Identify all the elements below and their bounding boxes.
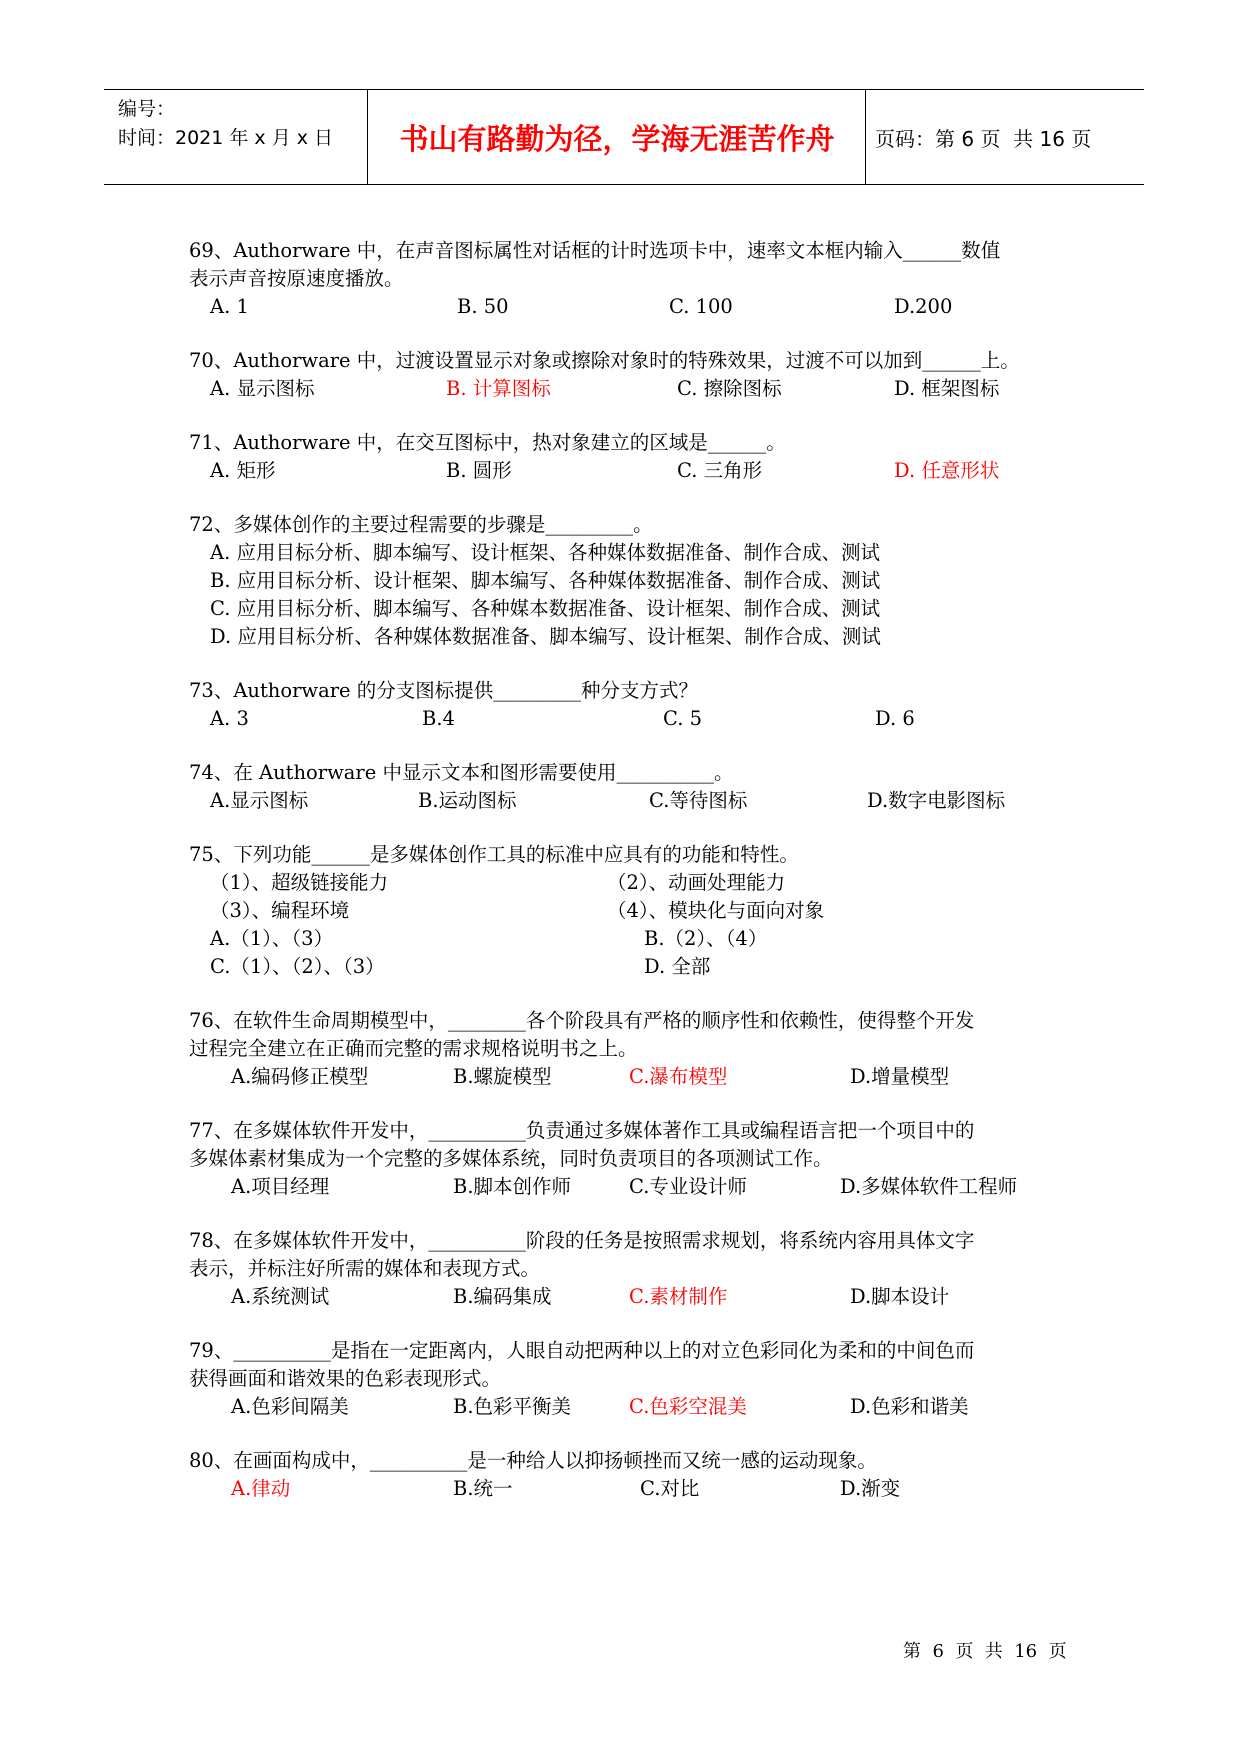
question-stem: 76、在软件生命周期模型中，________各个阶段具有严格的顺序性和依赖性，使得整个开发: [189, 1009, 975, 1032]
option-c-answer: C.色彩空混美: [629, 1395, 747, 1418]
option-d-answer: D. 任意形状: [894, 459, 1000, 482]
option-c: C. 三角形: [677, 459, 763, 482]
feature-1: （1）、超级链接能力: [210, 871, 389, 894]
option-d: D. 全部: [644, 955, 711, 978]
option-a: A. 3: [210, 707, 249, 730]
option-c-answer: C.瀑布模型: [629, 1065, 728, 1088]
page-code: 页码：第 6 页 共 16 页: [875, 126, 1092, 151]
question-70: [189, 347, 1069, 403]
option-c: C.对比: [640, 1477, 700, 1500]
question-71: [189, 429, 1069, 485]
option-d: D. 6: [875, 707, 915, 730]
option-b: B.脚本创作师: [453, 1175, 572, 1198]
option-a: A. 1: [210, 295, 249, 318]
options-row: [189, 925, 1069, 953]
options-row: [189, 1393, 1069, 1421]
option-b: B. 圆形: [446, 459, 512, 482]
options-row: [189, 705, 1069, 733]
option-a: A.（1）、（3）: [210, 927, 334, 950]
header-divider-left: [367, 90, 368, 184]
question-79: [189, 1337, 1069, 1421]
question-stem: 表示，并标注好所需的媒体和表现方式。: [189, 1257, 541, 1280]
page-number-footer: 第 6 页 共 16 页: [903, 1641, 1067, 1662]
question-69: [189, 237, 1069, 321]
option-a: A. 矩形: [210, 459, 276, 482]
option-b: B.运动图标: [418, 789, 517, 812]
question-stem: 79、__________是指在一定距离内，人眼自动把两种以上的对立色彩同化为柔和的中间色而: [189, 1339, 975, 1362]
option-b: B.4: [422, 707, 455, 730]
option-c: C. 擦除图标: [677, 377, 782, 400]
option-a: A.色彩间隔美: [231, 1395, 349, 1418]
feature-2: （2）、动画处理能力: [607, 871, 786, 894]
question-stem: 过程完全建立在正确而完整的需求规格说明书之上。: [189, 1037, 638, 1060]
option-c: C.等待图标: [649, 789, 748, 812]
option-b: B. 应用目标分析、设计框架、脚本编写、各种媒体数据准备、制作合成、测试: [210, 569, 881, 592]
question-77: [189, 1117, 1069, 1201]
question-stem: 表示声音按原速度播放。: [189, 267, 404, 290]
question-73: [189, 677, 1069, 733]
option-c: C.专业设计师: [629, 1175, 747, 1198]
feature-3: （3）、编程环境: [210, 899, 350, 922]
option-d: D.增量模型: [850, 1065, 950, 1088]
question-72: [189, 511, 1069, 651]
option-c: C. 100: [669, 295, 733, 318]
question-75: [189, 841, 1069, 981]
question-80: [189, 1447, 1069, 1503]
question-stem: 71、Authorware 中，在交互图标中，热对象建立的区域是______。: [189, 431, 786, 454]
option-c: C. 5: [663, 707, 703, 730]
option-d: D.200: [894, 295, 953, 318]
feature-row: [189, 897, 1069, 925]
option-d: D.色彩和谐美: [850, 1395, 969, 1418]
option-a: A.编码修正模型: [231, 1065, 369, 1088]
options-row: [189, 457, 1069, 485]
option-d: D. 框架图标: [894, 377, 1000, 400]
question-stem: 69、Authorware 中，在声音图标属性对话框的计时选项卡中，速率文本框内输入______数值: [189, 239, 1001, 262]
option-c-answer: C.素材制作: [629, 1285, 728, 1308]
option-a: A. 应用目标分析、脚本编写、设计框架、各种媒体数据准备、制作合成、测试: [210, 541, 880, 564]
feature-row: [189, 869, 1069, 897]
question-76: [189, 1007, 1069, 1091]
question-stem: 75、下列功能______是多媒体创作工具的标准中应具有的功能和特性。: [189, 843, 799, 866]
options-row: [189, 1283, 1069, 1311]
option-b: B. 50: [457, 295, 509, 318]
time-label: 时间：2021 年 x 月 x 日: [118, 127, 334, 149]
page-header: [104, 89, 1144, 185]
option-d: D. 应用目标分析、各种媒体数据准备、脚本编写、设计框架、制作合成、测试: [210, 625, 881, 648]
option-a: A.显示图标: [210, 789, 309, 812]
options-row: [189, 375, 1069, 403]
option-b-answer: B. 计算图标: [446, 377, 551, 400]
question-stem: 73、Authorware 的分支图标提供_________种分支方式？: [189, 679, 699, 702]
question-78: [189, 1227, 1069, 1311]
question-stem: 多媒体素材集成为一个完整的多媒体系统，同时负责项目的各项测试工作。: [189, 1147, 833, 1170]
question-stem: 77、在多媒体软件开发中，__________负责通过多媒体著作工具或编程语言把一个项目中的: [189, 1119, 975, 1142]
option-b: B.色彩平衡美: [453, 1395, 572, 1418]
question-74: [189, 759, 1069, 815]
options-row: [189, 1063, 1069, 1091]
question-stem: 78、在多媒体软件开发中，__________阶段的任务是按照需求规划，将系统内容用具体文字: [189, 1229, 975, 1252]
option-a: A. 显示图标: [210, 377, 315, 400]
motto-title: 书山有路勤为径，学海无涯苦作舟: [399, 121, 835, 156]
option-d: D.脚本设计: [850, 1285, 950, 1308]
serial-label: 编号：: [118, 98, 176, 120]
option-c: C. 应用目标分析、脚本编写、各种媒本数据准备、设计框架、制作合成、测试: [210, 597, 881, 620]
option-d: D.渐变: [840, 1477, 901, 1500]
options-row: [189, 1173, 1069, 1201]
option-d: D.数字电影图标: [867, 789, 1006, 812]
option-a: A.系统测试: [231, 1285, 330, 1308]
feature-4: （4）、模块化与面向对象: [607, 899, 825, 922]
option-b: B.（2）、（4）: [644, 927, 768, 950]
header-left: [118, 95, 333, 153]
question-stem: 获得画面和谐效果的色彩表现形式。: [189, 1367, 502, 1390]
option-b: B.编码集成: [453, 1285, 552, 1308]
option-b: B.统一: [453, 1477, 513, 1500]
question-stem: 80、在画面构成中，__________是一种给人以抑扬顿挫而又统一感的运动现象。: [189, 1449, 877, 1472]
question-list: [189, 237, 1069, 1529]
options-row: [189, 1475, 1069, 1503]
question-stem: 72、多媒体创作的主要过程需要的步骤是_________。: [189, 513, 653, 536]
option-d: D.多媒体软件工程师: [840, 1175, 1018, 1198]
option-c: C.（1）、（2）、（3）: [210, 955, 385, 978]
question-stem: 74、在 Authorware 中显示文本和图形需要使用__________。: [189, 761, 734, 784]
options-row: [189, 953, 1069, 981]
header-divider-right: [865, 90, 866, 184]
option-a-answer: A.律动: [231, 1477, 291, 1500]
option-a: A.项目经理: [231, 1175, 330, 1198]
options-row: [189, 787, 1069, 815]
option-b: B.螺旋模型: [453, 1065, 552, 1088]
options-row: [189, 293, 1069, 321]
question-stem: 70、Authorware 中，过渡设置显示对象或擦除对象时的特殊效果，过渡不可以加到______上。: [189, 349, 1020, 372]
